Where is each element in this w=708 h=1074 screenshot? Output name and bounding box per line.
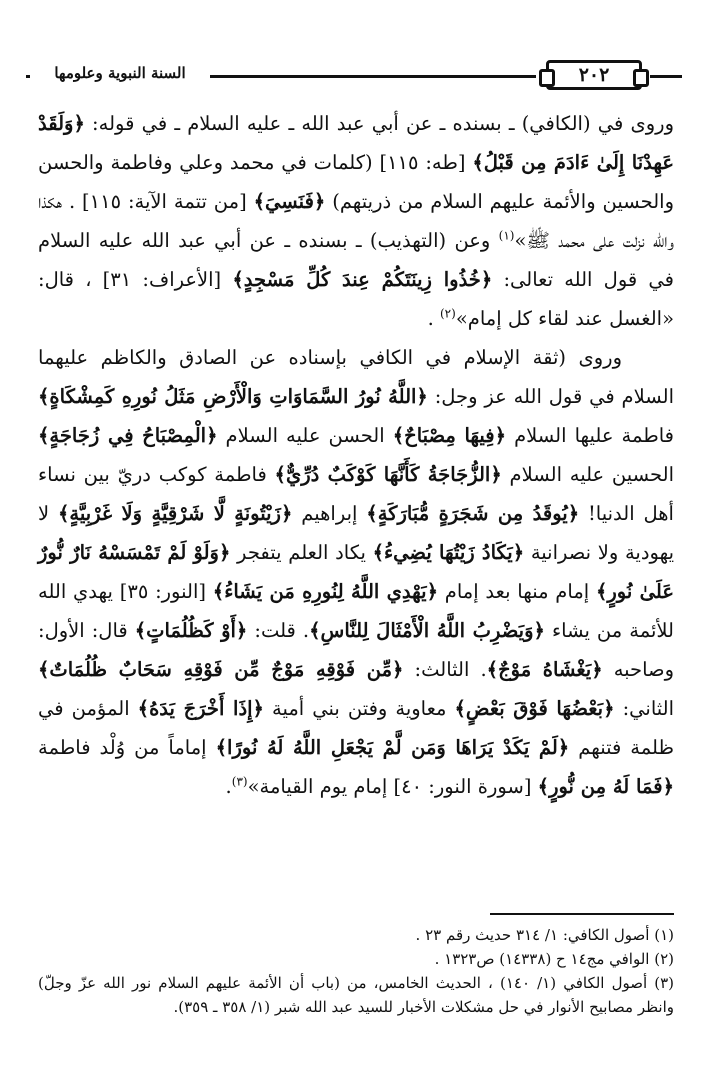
text-run: فاطمة كوكب دريّ بين نساء أهل الدنيا! (38, 463, 674, 525)
quran-verse: ﴿وَلَقَدْ عَهِدْنَا إِلَىٰ ءَادَمَ مِن قَبْلُ﴾ (38, 112, 674, 174)
quran-verse: ﴿يَغْشَاهُ مَوْجٌ﴾ (486, 658, 603, 681)
quran-verse: ﴿أَوْ كَظُلُمَاتٍ﴾ (134, 619, 248, 642)
quran-verse: ﴿خُذُوا زِينَتَكُمْ عِندَ كُلِّ مَسْجِدٍ﴾ (232, 268, 493, 291)
text-run: [من تتمة الآية: ١١٥] . هكذا والله نزلت على محمد ﷺ» (38, 190, 674, 252)
text-run: وروى في (الكافي) ـ بسنده ـ عن أبي عبد الله ـ عليه السلام ـ في قوله: (84, 112, 674, 135)
page-number: ٢٠٢ (546, 60, 642, 90)
footnote-marker: (٣) (231, 774, 248, 789)
footnotes (38, 923, 674, 1019)
text-run: . (427, 307, 440, 330)
text-run: . الثالث: (403, 658, 487, 681)
quran-verse: ﴿فَمَا لَهُ مِن نُّورٍ﴾ (537, 775, 674, 798)
main-text (38, 104, 674, 806)
quran-verse: ﴿فِيهَا مِصْبَاحٌ﴾ (392, 424, 507, 447)
text-run: الحسين عليه السلام (501, 463, 675, 486)
paragraph-2 (38, 338, 674, 806)
text-run: إبراهيم (292, 502, 367, 525)
footnote-1: (١) أصول الكافي: ١/ ٣١٤ حديث رقم ٢٣ . (415, 926, 674, 944)
quran-verse: ﴿لَمْ يَكَدْ يَرَاهَا وَمَن لَّمْ يَجْعَلِ اللَّهُ لَهُ نُورًا﴾ (215, 736, 570, 759)
text-run: لا يهودية ولا نصرانية (38, 502, 675, 564)
quran-verse: ﴿مِّن فَوْقِهِ مَوْجٌ مِّن فَوْقِهِ سَحَابٌ ظُلُمَاتٌ﴾ (38, 658, 404, 681)
text-run: وعن (التهذيب) ـ بسنده ـ عن أبي عبد الله عليه السلام في قول الله تعالى: (38, 229, 674, 291)
page-header (26, 58, 682, 96)
text-run: . قلت: (247, 619, 310, 642)
footnote-separator (490, 913, 674, 915)
quran-verse: ﴿فَنَسِيَ﴾ (253, 190, 326, 213)
quran-verse: ﴿يَكَادُ زَيْتُهَا يُضِيءُ﴾ (372, 541, 525, 564)
quran-verse: ﴿الْمِصْبَاحُ فِي زُجَاجَةٍ﴾ (38, 424, 218, 447)
text-run: . (225, 775, 232, 798)
quran-verse: ﴿زَيْتُونَةٍ لَّا شَرْقِيَّةٍ وَلَا غَرْبِيَّةٍ﴾ (57, 502, 293, 525)
text-run: [سورة النور: ٤٠] إمام يوم القيامة» (247, 775, 538, 798)
quran-verse: ﴿وَلَوْ لَمْ تَمْسَسْهُ نَارٌ نُّورٌ عَلَىٰ نُورٍ﴾ (38, 541, 675, 603)
quran-verse: ﴿اللَّهُ نُورُ السَّمَاوَاتِ وَالْأَرْضِ مَثَلُ نُورِهِ كَمِشْكَاةٍ﴾ (38, 385, 428, 408)
text-run: معاوية وفتن بني أمية (263, 697, 455, 720)
quran-verse: ﴿بَعْضُهَا فَوْقَ بَعْضٍ﴾ (454, 697, 615, 720)
text-run: وروى (ثقة الإسلام في الكافي بإسناده عن الصادق والكاظم عليهما السلام في قول الله عز وجل: (38, 346, 674, 408)
text-run: الثاني: (614, 697, 675, 720)
paragraph-1 (38, 104, 674, 338)
header-rule-right (650, 75, 682, 78)
quran-verse: ﴿إِذَا أَخْرَجَ يَدَهُ﴾ (137, 697, 264, 720)
text-run: المؤمن في ظلمة فتنهم (38, 697, 674, 759)
text-run: [طه: ١١٥] (كلمات في محمد وعلي وفاطمة والحسن والحسين والأئمة عليهم السلام من ذريتهم) (38, 151, 674, 213)
text-run: يكاد العلم يتفجر (230, 541, 373, 564)
quran-verse: ﴿يَهْدِي اللَّهُ لِنُورِهِ مَن يَشَاءُ﴾ (212, 580, 439, 603)
footnote-3: (٣) أصول الكافي (١/ ١٤٠) ، الحديث الخامس، من (باب أن الأئمة عليهم السلام نور الله عزّ وجلّ) وانظر مصابيح الأنوار في حل مشكلات الأخبار للسيد عبد الله شبر (١/ ٣٥٨ ـ ٣٥٩). (38, 974, 675, 1016)
quran-verse: ﴿يُوقَدُ مِن شَجَرَةٍ مُّبَارَكَةٍ﴾ (366, 502, 580, 525)
footnote-marker: (٢) (439, 306, 456, 321)
text-run: [الأعراف: ٣١] ، قال: «الغسل عند لقاء كل إمام» (38, 268, 674, 330)
text-run: الحسن عليه السلام (217, 424, 393, 447)
footnote-marker: (١) (498, 228, 515, 243)
text-run: فاطمة عليها السلام (506, 424, 674, 447)
text-run: إماماً من وُلْد فاطمة (38, 736, 216, 759)
running-title: السنة النبوية وعلومها (30, 64, 210, 82)
text-run: قال: الأول: وصاحبه (38, 619, 674, 681)
quran-verse: ﴿الزُّجَاجَةُ كَأَنَّهَا كَوْكَبٌ دُرِّيٌّ﴾ (274, 463, 502, 486)
footnote-2: (٢) الوافي مج١٤ ح (١٤٣٣٨) ص١٣٢٣ . (434, 950, 674, 968)
text-run: [النور: ٣٥] يهدي الله للأئمة من يشاء (38, 580, 674, 642)
quran-verse: ﴿وَيَضْرِبُ اللَّهُ الْأَمْثَالَ لِلنَّاسِ﴾ (309, 619, 545, 642)
text-run: إمام منها بعد إمام (438, 580, 596, 603)
